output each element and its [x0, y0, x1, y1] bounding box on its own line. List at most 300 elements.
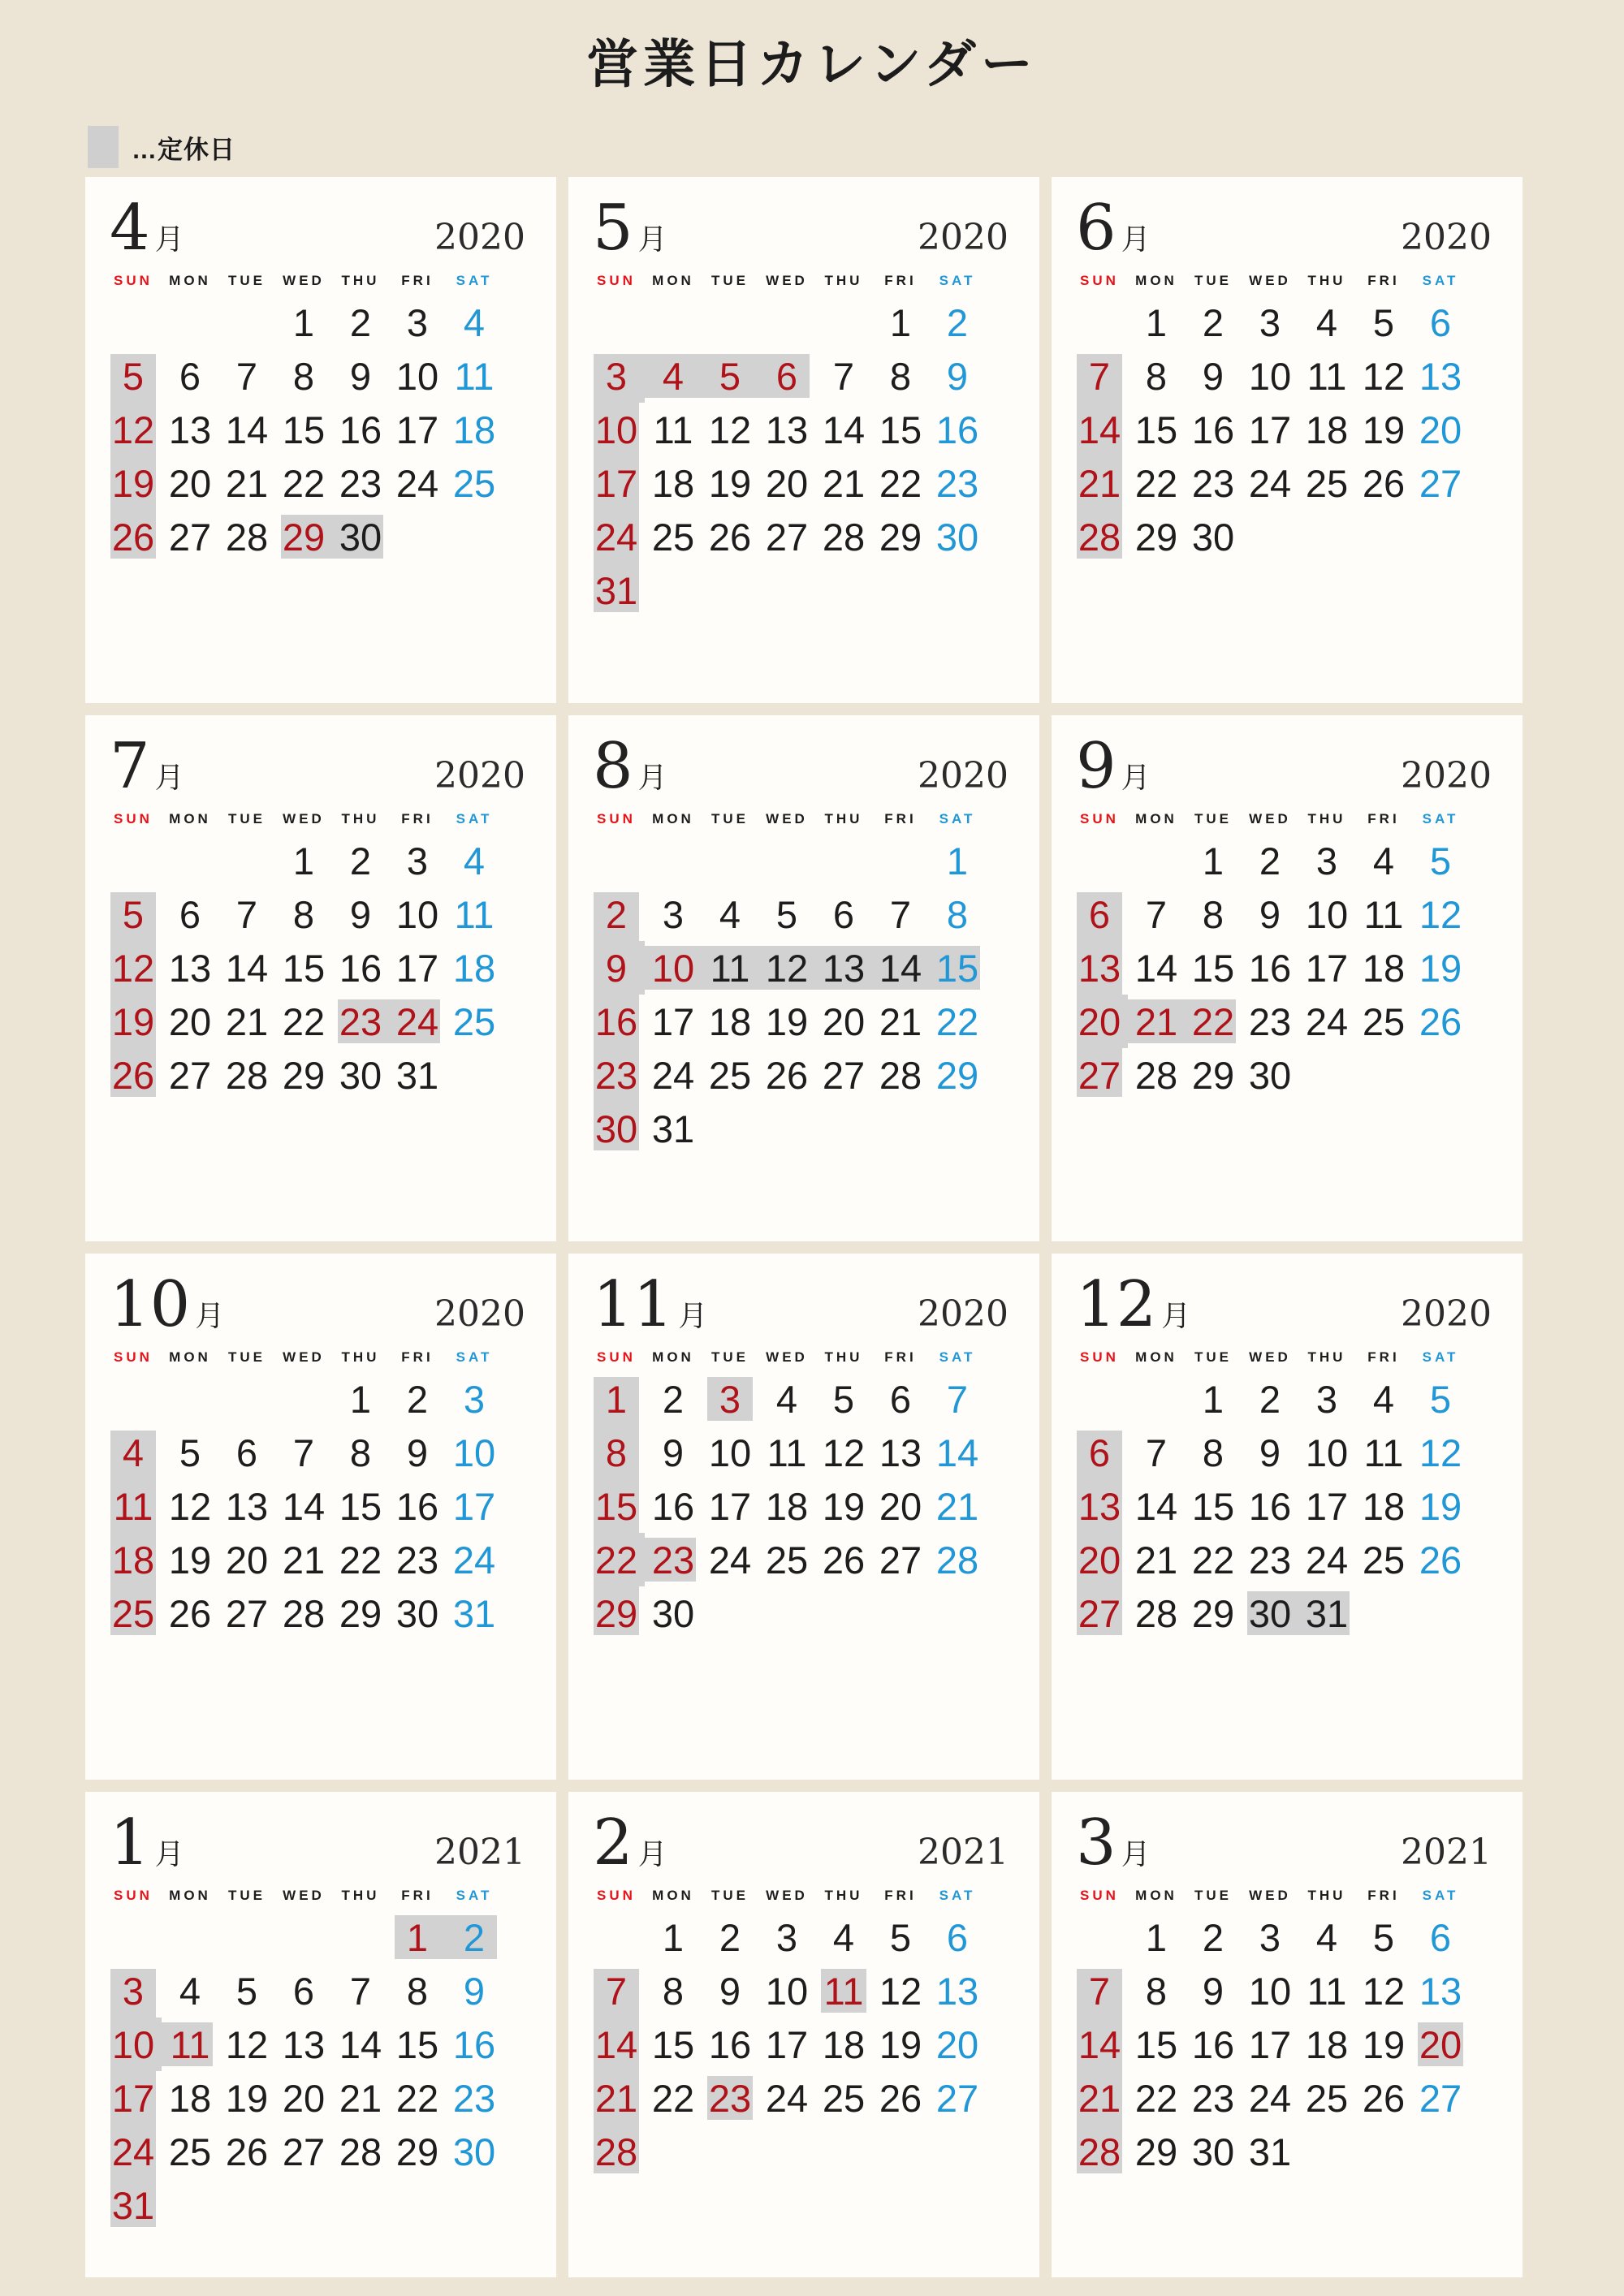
empty-cell [872, 1586, 929, 1640]
day-cell-20 [758, 456, 815, 510]
empty-cell [218, 1910, 275, 1964]
day-cell-21 [1128, 1533, 1185, 1586]
day-cell-21 [218, 995, 275, 1048]
day-cell-3 [105, 1964, 162, 2018]
month-suffix: 月 [154, 1838, 184, 1871]
day-cell-19 [702, 456, 758, 510]
day-number: 11 [113, 1484, 153, 1528]
empty-cell [162, 1910, 218, 1964]
day-number: 28 [1078, 515, 1121, 559]
day-number: 8 [1145, 1969, 1168, 2013]
month-header [110, 730, 525, 803]
day-number: 8 [1202, 892, 1224, 936]
day-cell-16 [446, 2018, 503, 2071]
day-number: 15 [282, 408, 326, 451]
day-cell-29 [1185, 1586, 1242, 1640]
day-cell-10 [702, 1426, 758, 1479]
month-suffix: 月 [1161, 1300, 1191, 1333]
day-number: 21 [1078, 2076, 1121, 2120]
day-cell-3 [588, 349, 645, 403]
day-cell-15 [645, 2018, 702, 2071]
day-number: 31 [651, 1107, 695, 1150]
day-cell-22 [588, 1533, 645, 1586]
day-number: 6 [1429, 300, 1452, 344]
day-number: 11 [710, 946, 750, 990]
day-number: 15 [651, 2022, 695, 2066]
day-number: 22 [1134, 461, 1178, 505]
day-cell-1 [1185, 834, 1242, 887]
weekday-label-fri: FRI [1367, 1888, 1400, 1903]
day-cell-23 [1185, 456, 1242, 510]
day-cell-22 [1185, 995, 1242, 1048]
empty-cell [332, 1910, 389, 1964]
day-cell-26 [1412, 1533, 1469, 1586]
empty-cell [815, 1586, 872, 1640]
day-cell-7 [588, 1964, 645, 2018]
empty-cell [389, 2178, 446, 2232]
day-cell-28 [1071, 510, 1128, 563]
day-number: 28 [879, 1053, 922, 1097]
dates-grid [1071, 1910, 1522, 2178]
day-number: 2 [946, 300, 969, 344]
weekday-label-mon: MON [169, 273, 211, 288]
empty-cell [588, 296, 645, 349]
day-cell-28 [1128, 1048, 1185, 1102]
day-cell-19 [162, 1533, 218, 1586]
day-number: 6 [292, 1969, 315, 2013]
day-cell-8 [588, 1426, 645, 1479]
empty-cell [105, 1910, 162, 1964]
weekday-label-tue: TUE [228, 1888, 266, 1903]
day-cell-18 [645, 456, 702, 510]
closed-day-swatch [88, 126, 119, 168]
day-number: 31 [594, 568, 638, 612]
month-card-7-2020 [85, 715, 556, 1241]
day-cell-21 [332, 2071, 389, 2125]
day-cell-14 [1071, 403, 1128, 456]
weekday-header-row [1071, 1888, 1522, 1904]
day-number: 29 [339, 1591, 382, 1635]
day-cell-13 [929, 1964, 986, 2018]
day-cell-10 [645, 941, 702, 995]
day-number: 15 [1191, 946, 1235, 990]
day-cell-14 [332, 2018, 389, 2071]
day-number: 22 [282, 999, 326, 1043]
day-number: 30 [1248, 1591, 1292, 1635]
day-number: 22 [1191, 1538, 1235, 1582]
day-number: 6 [179, 892, 201, 936]
month-suffix: 月 [637, 762, 667, 795]
day-cell-5 [702, 349, 758, 403]
month-header [593, 192, 1009, 265]
day-number: 19 [111, 461, 155, 505]
day-cell-11 [1355, 1426, 1412, 1479]
day-cell-24 [645, 1048, 702, 1102]
day-cell-26 [815, 1533, 872, 1586]
day-number: 16 [1248, 946, 1292, 990]
day-number: 29 [1134, 2130, 1178, 2173]
day-cell-20 [1071, 1533, 1128, 1586]
day-number: 30 [339, 1053, 382, 1097]
dates-grid [588, 1372, 1039, 1640]
day-cell-9 [588, 941, 645, 995]
day-number: 4 [832, 1915, 855, 1959]
day-cell-6 [275, 1964, 332, 2018]
month-header [593, 1806, 1009, 1880]
day-cell-12 [1412, 1426, 1469, 1479]
day-number: 24 [765, 2076, 809, 2120]
day-cell-8 [929, 887, 986, 941]
empty-cell [758, 2125, 815, 2178]
day-number: 15 [935, 946, 979, 990]
day-cell-23 [1242, 995, 1298, 1048]
weekday-label-wed: WED [766, 273, 808, 288]
day-cell-16 [332, 941, 389, 995]
day-cell-5 [758, 887, 815, 941]
day-number: 14 [1134, 1484, 1178, 1528]
weekday-label-mon: MON [1135, 811, 1177, 826]
day-number: 11 [1307, 1969, 1347, 2013]
day-number: 24 [708, 1538, 752, 1582]
day-cell-10 [1242, 349, 1298, 403]
day-cell-23 [332, 995, 389, 1048]
day-number: 8 [946, 892, 969, 936]
day-cell-15 [1185, 941, 1242, 995]
day-number: 20 [765, 461, 809, 505]
month-number: 2 [593, 1806, 633, 1880]
weekday-label-thu: THU [341, 273, 380, 288]
day-number: 14 [1078, 408, 1121, 451]
day-cell-8 [1128, 349, 1185, 403]
dates-grid [1071, 834, 1522, 1102]
day-number: 2 [719, 1915, 741, 1959]
dates-grid [588, 834, 1039, 1155]
empty-cell [872, 2125, 929, 2178]
day-number: 8 [292, 892, 315, 936]
empty-cell [446, 2178, 503, 2232]
day-cell-20 [872, 1479, 929, 1533]
day-cell-28 [1128, 1586, 1185, 1640]
day-cell-20 [275, 2071, 332, 2125]
day-cell-25 [446, 456, 503, 510]
day-cell-17 [105, 2071, 162, 2125]
day-number: 10 [395, 892, 439, 936]
day-number: 21 [935, 1484, 979, 1528]
day-number: 11 [454, 354, 495, 398]
day-number: 9 [1259, 1431, 1281, 1474]
day-number: 20 [168, 461, 212, 505]
day-cell-11 [1298, 349, 1355, 403]
day-number: 30 [1191, 515, 1235, 559]
day-number: 9 [662, 1431, 685, 1474]
day-number: 5 [179, 1431, 201, 1474]
empty-cell [645, 296, 702, 349]
weekday-label-mon: MON [652, 811, 694, 826]
day-number: 1 [1145, 1915, 1168, 1959]
day-cell-12 [815, 1426, 872, 1479]
day-number: 31 [1248, 2130, 1292, 2173]
month-number: 12 [1076, 1268, 1157, 1341]
empty-cell [275, 2178, 332, 2232]
day-cell-26 [872, 2071, 929, 2125]
day-number: 10 [708, 1431, 752, 1474]
day-number: 19 [822, 1484, 866, 1528]
month-card-1-2021 [85, 1792, 556, 2277]
day-cell-25 [1298, 2071, 1355, 2125]
day-cell-17 [1242, 2018, 1298, 2071]
day-number: 13 [1078, 946, 1121, 990]
day-number: 12 [1362, 354, 1406, 398]
day-number: 10 [594, 408, 638, 451]
day-cell-27 [162, 510, 218, 563]
day-cell-8 [332, 1426, 389, 1479]
day-number: 16 [594, 999, 638, 1043]
day-number: 24 [111, 2130, 155, 2173]
empty-cell [588, 834, 645, 887]
weekday-label-tue: TUE [1194, 1349, 1232, 1365]
day-number: 28 [339, 2130, 382, 2173]
day-number: 17 [1248, 2022, 1292, 2066]
day-cell-7 [332, 1964, 389, 2018]
day-cell-6 [929, 1910, 986, 1964]
day-number: 4 [463, 839, 486, 883]
day-cell-3 [702, 1372, 758, 1426]
day-number: 1 [1202, 1377, 1224, 1421]
day-number: 12 [111, 408, 155, 451]
weekday-label-thu: THU [824, 1349, 863, 1365]
day-number: 7 [349, 1969, 372, 2013]
day-number: 13 [282, 2022, 326, 2066]
day-cell-7 [275, 1426, 332, 1479]
day-number: 30 [594, 1107, 638, 1150]
day-cell-5 [815, 1372, 872, 1426]
day-cell-25 [446, 995, 503, 1048]
month-number: 4 [110, 192, 150, 265]
day-cell-14 [1128, 1479, 1185, 1533]
day-cell-4 [758, 1372, 815, 1426]
day-cell-25 [645, 510, 702, 563]
day-number: 23 [651, 1538, 695, 1582]
day-cell-5 [218, 1964, 275, 2018]
day-cell-28 [588, 2125, 645, 2178]
day-cell-4 [105, 1426, 162, 1479]
day-number: 23 [1191, 461, 1235, 505]
day-number: 7 [832, 354, 855, 398]
day-number: 3 [406, 839, 429, 883]
weekday-label-fri: FRI [1367, 273, 1400, 288]
weekday-label-tue: TUE [228, 273, 266, 288]
weekday-label-mon: MON [652, 273, 694, 288]
day-number: 24 [1248, 2076, 1292, 2120]
day-number: 13 [168, 408, 212, 451]
day-number: 6 [946, 1915, 969, 1959]
day-cell-23 [645, 1533, 702, 1586]
weekday-label-fri: FRI [401, 273, 434, 288]
day-cell-12 [105, 941, 162, 995]
day-number: 5 [1372, 1915, 1395, 1959]
day-cell-23 [588, 1048, 645, 1102]
day-number: 26 [1362, 461, 1406, 505]
day-number: 5 [832, 1377, 855, 1421]
day-number: 8 [889, 354, 912, 398]
day-cell-12 [105, 403, 162, 456]
day-number: 23 [708, 2076, 752, 2120]
weekday-label-sun: SUN [597, 1888, 636, 1903]
day-cell-10 [105, 2018, 162, 2071]
day-cell-14 [872, 941, 929, 995]
day-cell-5 [105, 887, 162, 941]
weekday-label-tue: TUE [1194, 1888, 1232, 1903]
day-cell-13 [1071, 1479, 1128, 1533]
empty-cell [105, 296, 162, 349]
empty-cell [446, 510, 503, 563]
day-number: 26 [1419, 999, 1462, 1043]
day-cell-30 [1242, 1048, 1298, 1102]
weekday-label-mon: MON [652, 1349, 694, 1365]
day-number: 27 [1078, 1053, 1121, 1097]
day-number: 20 [935, 2022, 979, 2066]
empty-cell [702, 1586, 758, 1640]
weekday-header-row [588, 1888, 1039, 1904]
day-number: 2 [605, 892, 628, 936]
day-number: 25 [1362, 1538, 1406, 1582]
day-number: 19 [1362, 2022, 1406, 2066]
day-number: 15 [1134, 408, 1178, 451]
month-suffix: 月 [1121, 762, 1151, 795]
day-cell-31 [389, 1048, 446, 1102]
day-number: 30 [1248, 1053, 1292, 1097]
empty-cell [162, 1372, 218, 1426]
month-number: 5 [593, 192, 633, 265]
day-number: 25 [765, 1538, 809, 1582]
day-number: 31 [1305, 1591, 1349, 1635]
day-number: 18 [168, 2076, 212, 2120]
day-cell-6 [872, 1372, 929, 1426]
day-cell-29 [1185, 1048, 1242, 1102]
empty-cell [1412, 1586, 1469, 1640]
day-cell-1 [332, 1372, 389, 1426]
day-cell-27 [1071, 1586, 1128, 1640]
month-card-9-2020 [1052, 715, 1522, 1241]
day-cell-31 [1242, 2125, 1298, 2178]
day-number: 16 [339, 408, 382, 451]
day-cell-30 [332, 1048, 389, 1102]
day-cell-31 [645, 1102, 702, 1155]
day-cell-17 [645, 995, 702, 1048]
day-cell-16 [332, 403, 389, 456]
day-number: 21 [1134, 999, 1178, 1043]
weekday-label-sun: SUN [114, 1888, 153, 1903]
day-cell-7 [218, 349, 275, 403]
day-cell-20 [162, 995, 218, 1048]
day-number: 12 [111, 946, 155, 990]
day-number: 3 [122, 1969, 145, 2013]
weekday-label-sun: SUN [1080, 1888, 1119, 1903]
day-cell-2 [1242, 1372, 1298, 1426]
day-number: 19 [1419, 946, 1462, 990]
empty-cell [275, 1910, 332, 1964]
day-number: 4 [1372, 1377, 1395, 1421]
day-number: 9 [1202, 1969, 1224, 2013]
day-cell-15 [929, 941, 986, 995]
day-number: 4 [719, 892, 741, 936]
day-number: 8 [292, 354, 315, 398]
day-cell-30 [389, 1586, 446, 1640]
dates-grid [1071, 296, 1522, 563]
day-cell-14 [1128, 941, 1185, 995]
day-number: 24 [594, 515, 638, 559]
empty-cell [702, 296, 758, 349]
day-number: 25 [1362, 999, 1406, 1043]
day-cell-6 [1412, 296, 1469, 349]
day-number: 18 [1362, 1484, 1406, 1528]
day-number: 9 [719, 1969, 741, 2013]
day-cell-20 [1412, 403, 1469, 456]
day-number: 29 [594, 1591, 638, 1635]
day-cell-17 [1298, 941, 1355, 995]
weekday-label-wed: WED [766, 811, 808, 826]
day-cell-10 [1242, 1964, 1298, 2018]
day-cell-21 [1071, 2071, 1128, 2125]
day-number: 6 [1429, 1915, 1452, 1959]
day-number: 29 [395, 2130, 439, 2173]
page-title: 営業日カレンダー [586, 34, 1038, 95]
day-number: 2 [349, 300, 372, 344]
day-number: 20 [1078, 1538, 1121, 1582]
weekday-label-sun: SUN [1080, 811, 1119, 826]
weekday-label-tue: TUE [228, 1349, 266, 1365]
day-number: 3 [1259, 300, 1281, 344]
day-number: 24 [1305, 1538, 1349, 1582]
day-cell-14 [218, 941, 275, 995]
day-number: 29 [282, 515, 326, 559]
weekday-label-sun: SUN [597, 811, 636, 826]
day-number: 17 [708, 1484, 752, 1528]
day-number: 19 [225, 2076, 269, 2120]
day-number: 8 [349, 1431, 372, 1474]
day-number: 19 [1419, 1484, 1462, 1528]
day-cell-25 [1355, 1533, 1412, 1586]
day-cell-12 [758, 941, 815, 995]
day-cell-11 [1355, 887, 1412, 941]
empty-cell [588, 1910, 645, 1964]
day-cell-4 [815, 1910, 872, 1964]
weekday-label-wed: WED [283, 1349, 325, 1365]
month-header [110, 1268, 525, 1341]
day-cell-8 [645, 1964, 702, 2018]
day-cell-19 [1355, 403, 1412, 456]
day-cell-15 [1185, 1479, 1242, 1533]
month-year: 2020 [1401, 217, 1492, 258]
weekday-label-sun: SUN [597, 1349, 636, 1365]
day-cell-10 [446, 1426, 503, 1479]
day-cell-15 [1128, 403, 1185, 456]
month-card-2-2021 [568, 1792, 1039, 2277]
day-number: 14 [225, 408, 269, 451]
closed-day-legend-label: …定休日 [132, 135, 235, 164]
day-number: 27 [1419, 2076, 1462, 2120]
day-cell-28 [275, 1586, 332, 1640]
day-number: 23 [339, 461, 382, 505]
day-number: 2 [349, 839, 372, 883]
empty-cell [1128, 834, 1185, 887]
day-number: 3 [463, 1377, 486, 1421]
day-number: 2 [406, 1377, 429, 1421]
day-cell-30 [1242, 1586, 1298, 1640]
weekday-label-thu: THU [1307, 1349, 1346, 1365]
empty-cell [332, 2178, 389, 2232]
empty-cell [872, 834, 929, 887]
